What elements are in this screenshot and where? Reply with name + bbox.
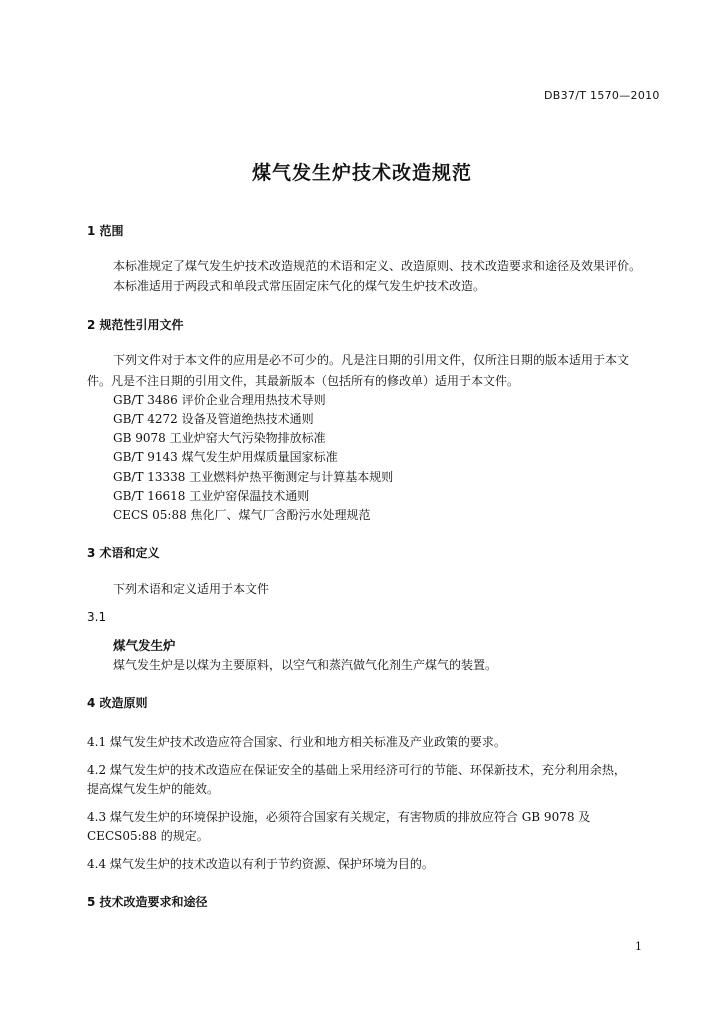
clause-3-1-number: 3.1 — [87, 610, 107, 624]
clause-4-1: 4.1 煤气发生炉技术改造应符合国家、行业和地方相关标准及产业政策的要求。 — [87, 735, 506, 749]
reference-item: GB/T 16618 工业炉窑保温技术通则 — [113, 489, 310, 503]
clause-3-1-term: 煤气发生炉 — [113, 638, 176, 653]
standard-code: DB37/T 1570—2010 — [544, 89, 660, 102]
section-1-heading: 1 范围 — [87, 224, 124, 238]
reference-item: GB/T 4272 设备及管道绝热技术通则 — [113, 412, 314, 426]
reference-item: GB/T 3486 评价企业合理用热技术导则 — [113, 393, 326, 407]
clause-4-4: 4.4 煤气发生炉的技术改造以有利于节约资源、保护环境为目的。 — [87, 857, 434, 871]
clause-4-3-line-2: CECS05:88 的规定。 — [87, 829, 209, 843]
section-2-heading: 2 规范性引用文件 — [87, 318, 184, 332]
clause-4-2-line-1: 4.2 煤气发生炉的技术改造应在保证安全的基础上采用经济可行的节能、环保新技术，充分利用余热， — [87, 763, 626, 777]
clause-4-3-line-1: 4.3 煤气发生炉的环境保护设施，必须符合国家有关规定，有害物质的排放应符合 GB 9078 及 — [87, 810, 591, 824]
section-2-intro-line-2: 件。凡是不注日期的引用文件，其最新版本（包括所有的修改单）适用于本文件。 — [87, 374, 520, 388]
clause-4-2-line-2: 提高煤气发生炉的能效。 — [87, 782, 220, 796]
section-3-intro: 下列术语和定义适用于本文件 — [113, 582, 270, 596]
section-1-paragraph-2: 本标准适用于两段式和单段式常压固定床气化的煤气发生炉技术改造。 — [113, 279, 486, 293]
reference-item: CECS 05:88 焦化厂、煤气厂含酚污水处理规范 — [113, 508, 371, 522]
section-2-intro-line-1: 下列文件对于本文件的应用是必不可少的。凡是注日期的引用文件，仅所注日期的版本适用于本文 — [113, 353, 630, 367]
clause-3-1-definition: 煤气发生炉是以煤为主要原料，以空气和蒸汽做气化剂生产煤气的装置。 — [113, 658, 498, 672]
section-5-heading: 5 技术改造要求和途径 — [87, 895, 208, 909]
reference-item: GB/T 9143 煤气发生炉用煤质量国家标准 — [113, 450, 338, 464]
document-title: 煤气发生炉技术改造规范 — [251, 162, 472, 184]
section-3-heading: 3 术语和定义 — [87, 546, 160, 560]
section-4-heading: 4 改造原则 — [87, 696, 148, 710]
reference-item: GB/T 13338 工业燃料炉热平衡测定与计算基本规则 — [113, 470, 394, 484]
page-number: 1 — [635, 940, 642, 953]
reference-item: GB 9078 工业炉窑大气污染物排放标准 — [113, 431, 326, 445]
section-1-paragraph-1: 本标准规定了煤气发生炉技术改造规范的术语和定义、改造原则、技术改造要求和途径及效果评价。 — [113, 259, 642, 273]
